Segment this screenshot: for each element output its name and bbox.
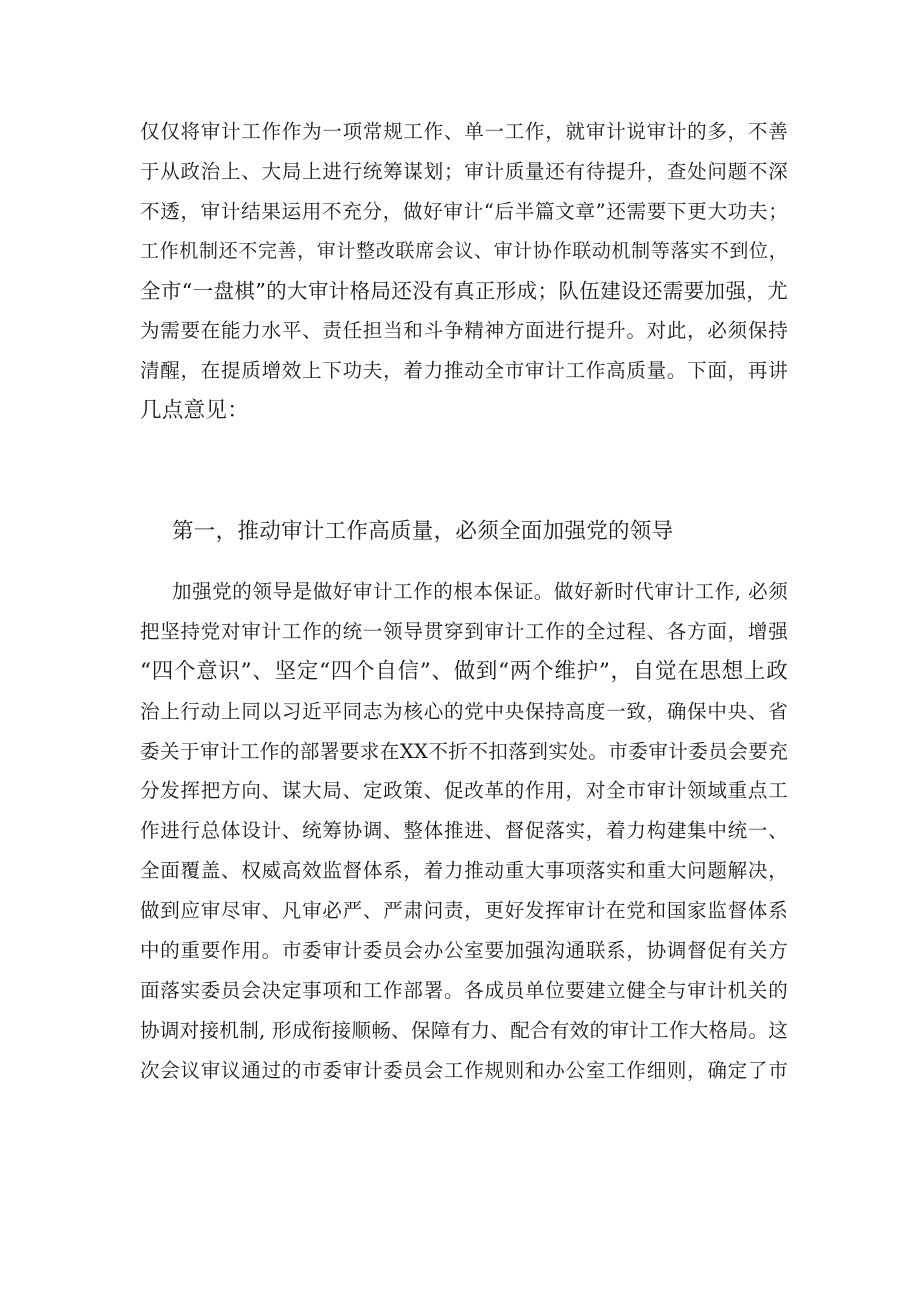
text-line: 工作机制还不完善，审计整改联席会议、审计协作联动机制等落实不到位，: [140, 239, 788, 262]
text-line: “四个意识”、坚定“四个自信”、做到“两个维护”，自觉在思想上政: [140, 658, 788, 684]
text-line: 中的重要作用。市委审计委员会办公室要加强沟通联系，协调督促有关方: [140, 939, 788, 963]
section-heading: [172, 512, 788, 552]
text-line: 委关于审计工作的部署要求在XX不折不扣落到实处。市委审计委员会要充: [140, 739, 788, 763]
paragraph-party-leadership: [140, 572, 788, 1091]
text-line: 次会议审议通过的市委审计委员会工作规则和办公室工作细则，确定了市: [140, 1058, 788, 1082]
text-line: 仅仅将审计工作作为一项常规工作、单一工作，就审计说审计的多，不善: [140, 120, 788, 143]
text-line: 面落实委员会决定事项和工作部署。各成员单位要建立健全与审计机关的: [140, 978, 788, 1002]
text-line: 作进行总体设计、统筹协调、整体推进、督促落实，着力构建集中统一、: [140, 819, 788, 843]
text-line: 分发挥把方向、谋大局、定政策、促改革的作用，对全市审计领域重点工: [140, 779, 788, 803]
paragraph-opening: [140, 112, 788, 431]
text-line: 于从政治上、大局上进行统筹谋划；审计质量还有待提升，查处问题不深: [140, 159, 788, 183]
text-line: 加强党的领导是做好审计工作的根本保证。做好新时代审计工作, 必须: [172, 580, 788, 603]
text-line: 清醒，在提质增效上下功夫，着力推动全市审计工作高质量。下面，再讲: [140, 359, 788, 383]
text-line: 不透，审计结果运用不充分，做好审计“后半篇文章”还需要下更大功夫；: [140, 199, 788, 223]
text-line: 做到应审尽审、凡审必严、严肃问责，更好发挥审计在党和国家监督体系: [140, 899, 788, 923]
text-line: 全市“一盘棋”的大审计格局还没有真正形成；队伍建设还需要加强，尤: [140, 278, 788, 303]
text-line: 协调对接机制, 形成衔接顺畅、保障有力、配合有效的审计工作大格局。这: [140, 1018, 788, 1042]
text-line: 为需要在能力水平、责任担当和斗争精神方面进行提升。对此，必须保持: [140, 319, 788, 343]
heading-text: 第一，推动审计工作高质量，必须全面加强党的领导: [172, 519, 674, 544]
text-line: 治上行动上同以习近平同志为核心的党中央保持高度一致，确保中央、省: [140, 699, 788, 723]
text-line: 几点意见：: [140, 398, 250, 424]
text-line: 全面覆盖、权威高效监督体系，着力推动重大事项落实和重大问题解决，: [140, 859, 788, 883]
text-line: 把坚持党对审计工作的统一领导贯穿到审计工作的全过程、各方面，增强: [140, 619, 788, 643]
